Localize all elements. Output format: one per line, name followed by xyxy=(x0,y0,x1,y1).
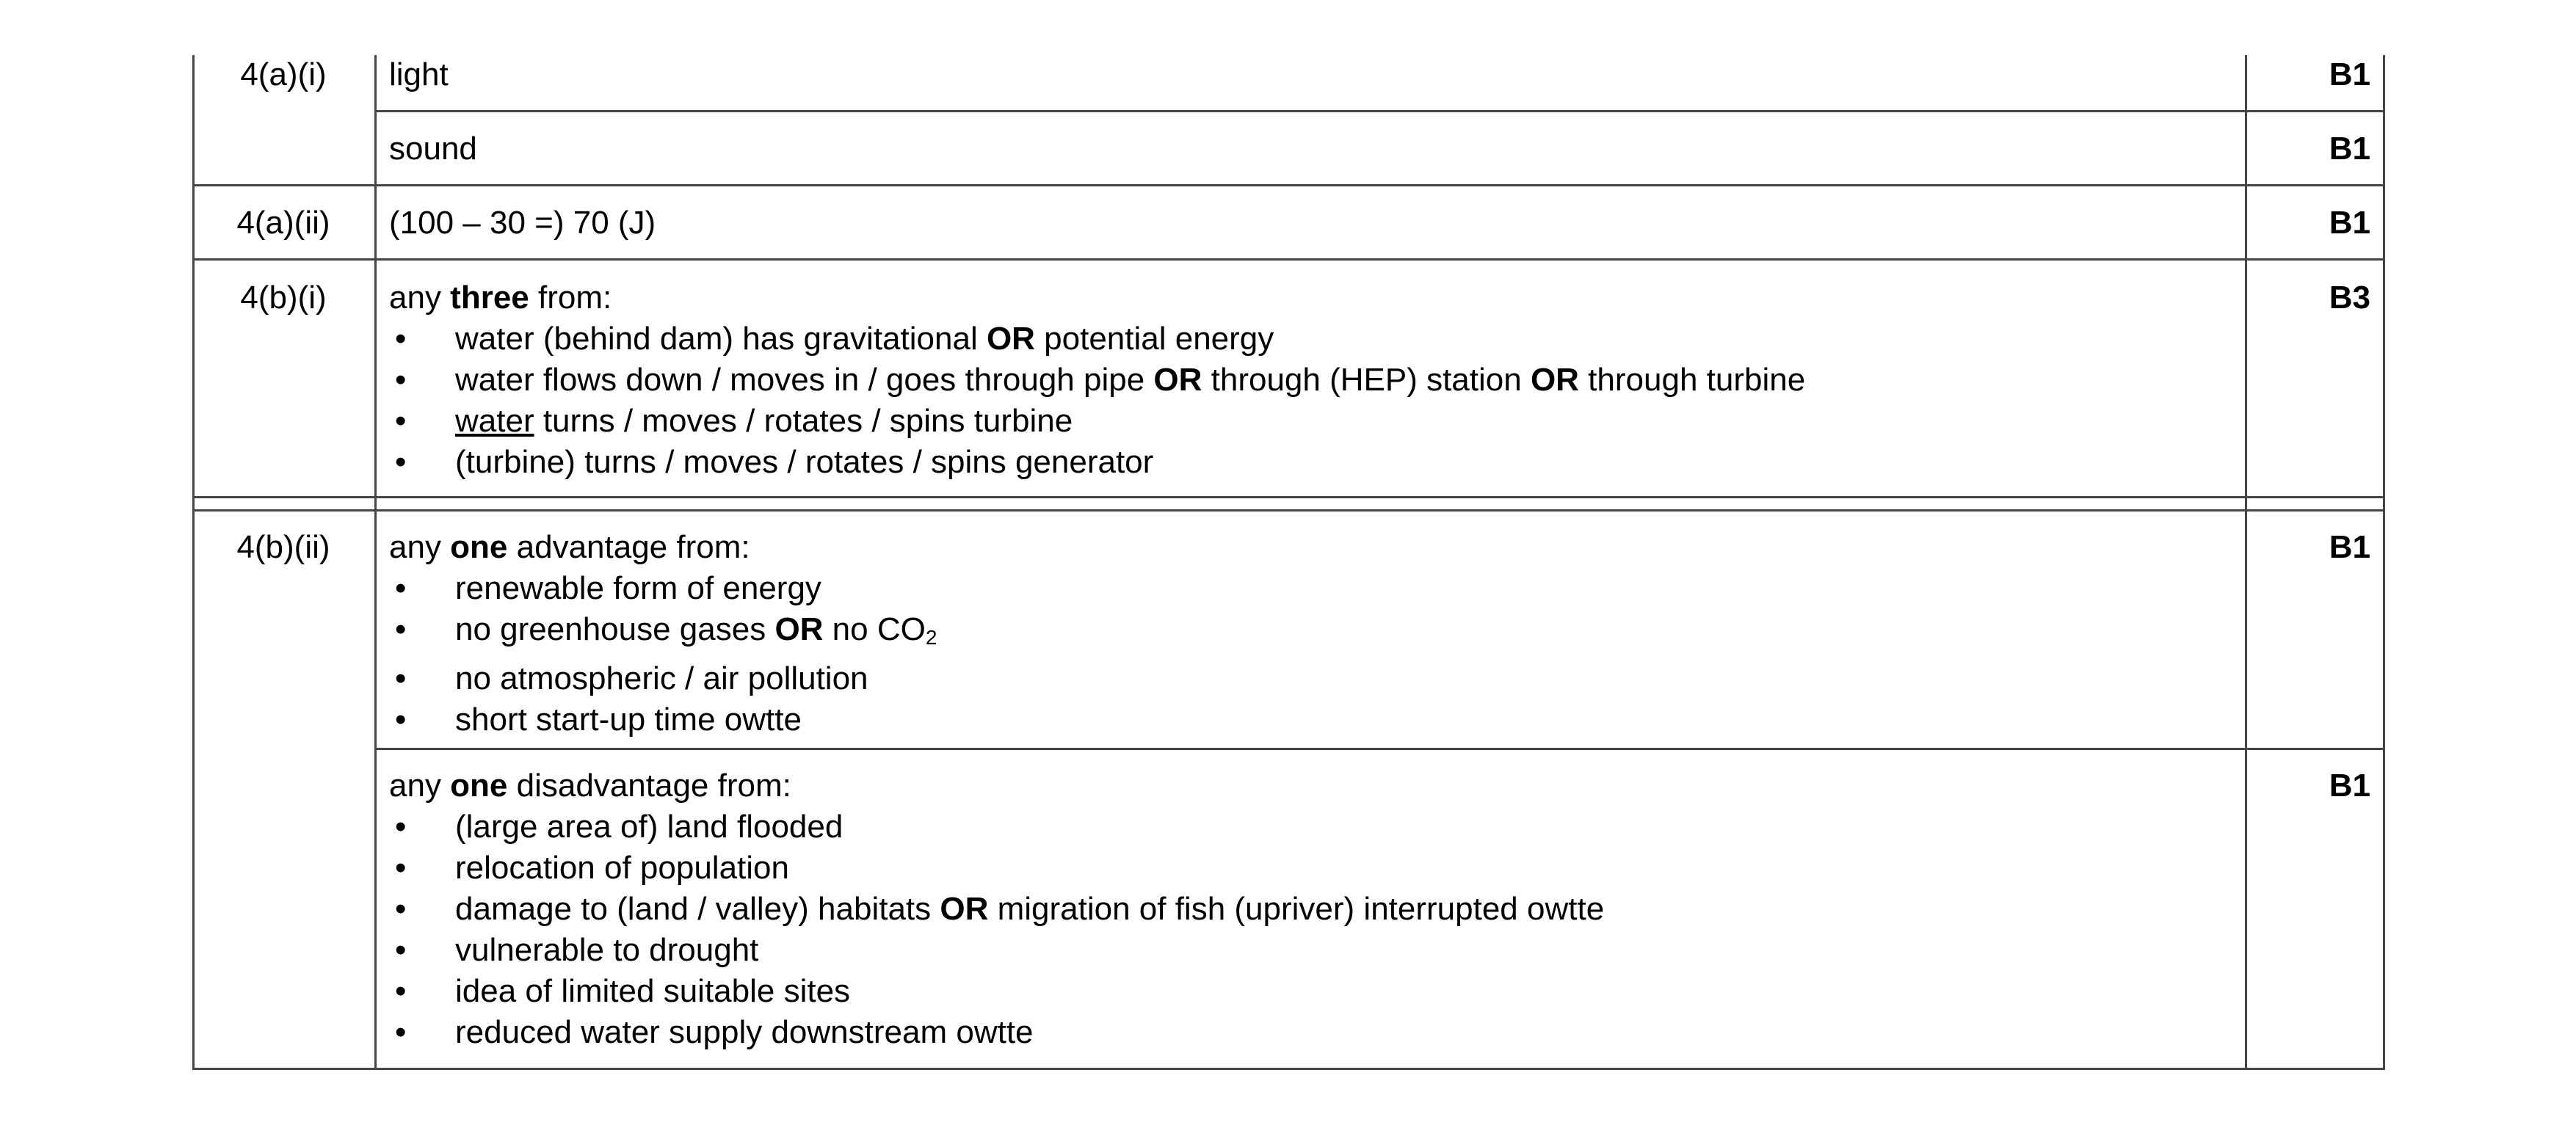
marks-value: B1 xyxy=(2329,768,2370,804)
answer-intro xyxy=(389,765,1604,807)
item-text: short start-up time owtte xyxy=(455,702,802,738)
bullet-icon: • xyxy=(395,444,407,480)
bullet-icon: • xyxy=(395,1014,407,1050)
item-underline: water xyxy=(455,403,534,439)
item-text: no atmospheric / air pollution xyxy=(455,660,868,696)
item-text: renewable form of energy xyxy=(455,570,821,606)
row-divider xyxy=(192,184,2385,186)
list-item xyxy=(389,1012,1604,1053)
intro-text: any xyxy=(389,280,451,316)
row-divider xyxy=(374,748,2385,750)
row-divider xyxy=(374,110,2385,112)
item-text: vulnerable to drought xyxy=(455,932,759,968)
item-text: through (HEP) station xyxy=(1202,362,1531,398)
bullet-icon: • xyxy=(395,973,407,1009)
answer-text: light xyxy=(389,57,449,92)
disadvantage-block xyxy=(389,765,1604,1053)
answer-list xyxy=(389,568,937,740)
bullet-icon: • xyxy=(395,321,407,357)
item-text: relocation of population xyxy=(455,850,789,886)
table-border-bottom xyxy=(192,1068,2385,1070)
answer-text: (100 – 30 =) 70 (J) xyxy=(389,205,656,241)
question-number: 4(a)(i) xyxy=(240,57,327,92)
row-divider xyxy=(192,496,2385,498)
answer-text: sound xyxy=(389,131,477,167)
item-text: water flows down / moves in / goes through pipe xyxy=(455,362,1154,398)
bullet-icon: • xyxy=(395,702,407,738)
answer-list xyxy=(389,807,1604,1053)
item-text: (large area of) land flooded xyxy=(455,809,843,845)
marks-value: B1 xyxy=(2329,131,2370,167)
item-text: potential energy xyxy=(1034,321,1274,357)
table-border-right xyxy=(2383,55,2385,1070)
intro-emphasis: three xyxy=(450,280,529,316)
answer-block xyxy=(389,277,1805,483)
marks-value: B3 xyxy=(2329,280,2370,316)
item-emphasis: OR xyxy=(1153,362,1202,398)
list-item xyxy=(389,318,1805,360)
marks-value: B1 xyxy=(2329,529,2370,565)
item-text: idea of limited suitable sites xyxy=(455,973,851,1009)
list-item xyxy=(389,848,1604,889)
row-divider xyxy=(192,258,2385,261)
question-number: 4(b)(i) xyxy=(240,280,327,316)
advantage-block xyxy=(389,527,937,740)
bullet-icon: • xyxy=(395,850,407,886)
question-number: 4(a)(ii) xyxy=(236,205,330,241)
item-text: no CO xyxy=(823,611,926,647)
bullet-icon: • xyxy=(395,891,407,927)
list-item xyxy=(389,699,937,740)
item-emphasis: OR xyxy=(986,321,1035,357)
list-item xyxy=(389,930,1604,971)
list-item xyxy=(389,658,937,699)
item-text: (turbine) turns / moves / rotates / spins generator xyxy=(455,444,1154,480)
list-item xyxy=(389,442,1805,483)
bullet-icon: • xyxy=(395,403,407,439)
subscript: 2 xyxy=(925,626,937,649)
intro-emphasis: one xyxy=(450,529,508,565)
item-text: water (behind dam) has gravitational xyxy=(455,321,987,357)
list-item xyxy=(389,568,937,609)
item-text: through turbine xyxy=(1578,362,1806,398)
intro-text: disadvantage from: xyxy=(507,768,791,804)
item-emphasis: OR xyxy=(774,611,824,647)
list-item xyxy=(389,807,1604,848)
table-border-qnum xyxy=(374,55,377,1070)
item-text: turns / moves / rotates / spins turbine xyxy=(534,403,1073,439)
list-item xyxy=(389,971,1604,1012)
row-divider xyxy=(192,509,2385,511)
answer-intro xyxy=(389,277,1805,318)
list-item xyxy=(389,609,937,658)
marks-value: B1 xyxy=(2329,205,2370,241)
bullet-icon: • xyxy=(395,570,407,606)
bullet-icon: • xyxy=(395,362,407,398)
intro-text: advantage from: xyxy=(507,529,750,565)
marks-value: B1 xyxy=(2329,57,2370,92)
table-border-marks xyxy=(2245,55,2247,1070)
answer-intro xyxy=(389,527,937,568)
intro-text: from: xyxy=(529,280,612,316)
item-text: no greenhouse gases xyxy=(455,611,775,647)
list-item xyxy=(389,401,1805,442)
item-emphasis: OR xyxy=(1530,362,1579,398)
bullet-icon: • xyxy=(395,809,407,845)
question-number: 4(b)(ii) xyxy=(236,529,330,565)
bullet-icon: • xyxy=(395,611,407,647)
list-item xyxy=(389,360,1805,401)
list-item xyxy=(389,889,1604,930)
bullet-icon: • xyxy=(395,660,407,696)
intro-text: any xyxy=(389,768,451,804)
item-text: migration of fish (upriver) interrupted owtte xyxy=(988,891,1605,927)
intro-text: any xyxy=(389,529,451,565)
item-text: reduced water supply downstream owtte xyxy=(455,1014,1034,1050)
item-text: damage to (land / valley) habitats xyxy=(455,891,940,927)
answer-list xyxy=(389,318,1805,483)
item-emphasis: OR xyxy=(940,891,989,927)
bullet-icon: • xyxy=(395,932,407,968)
intro-emphasis: one xyxy=(450,768,508,804)
